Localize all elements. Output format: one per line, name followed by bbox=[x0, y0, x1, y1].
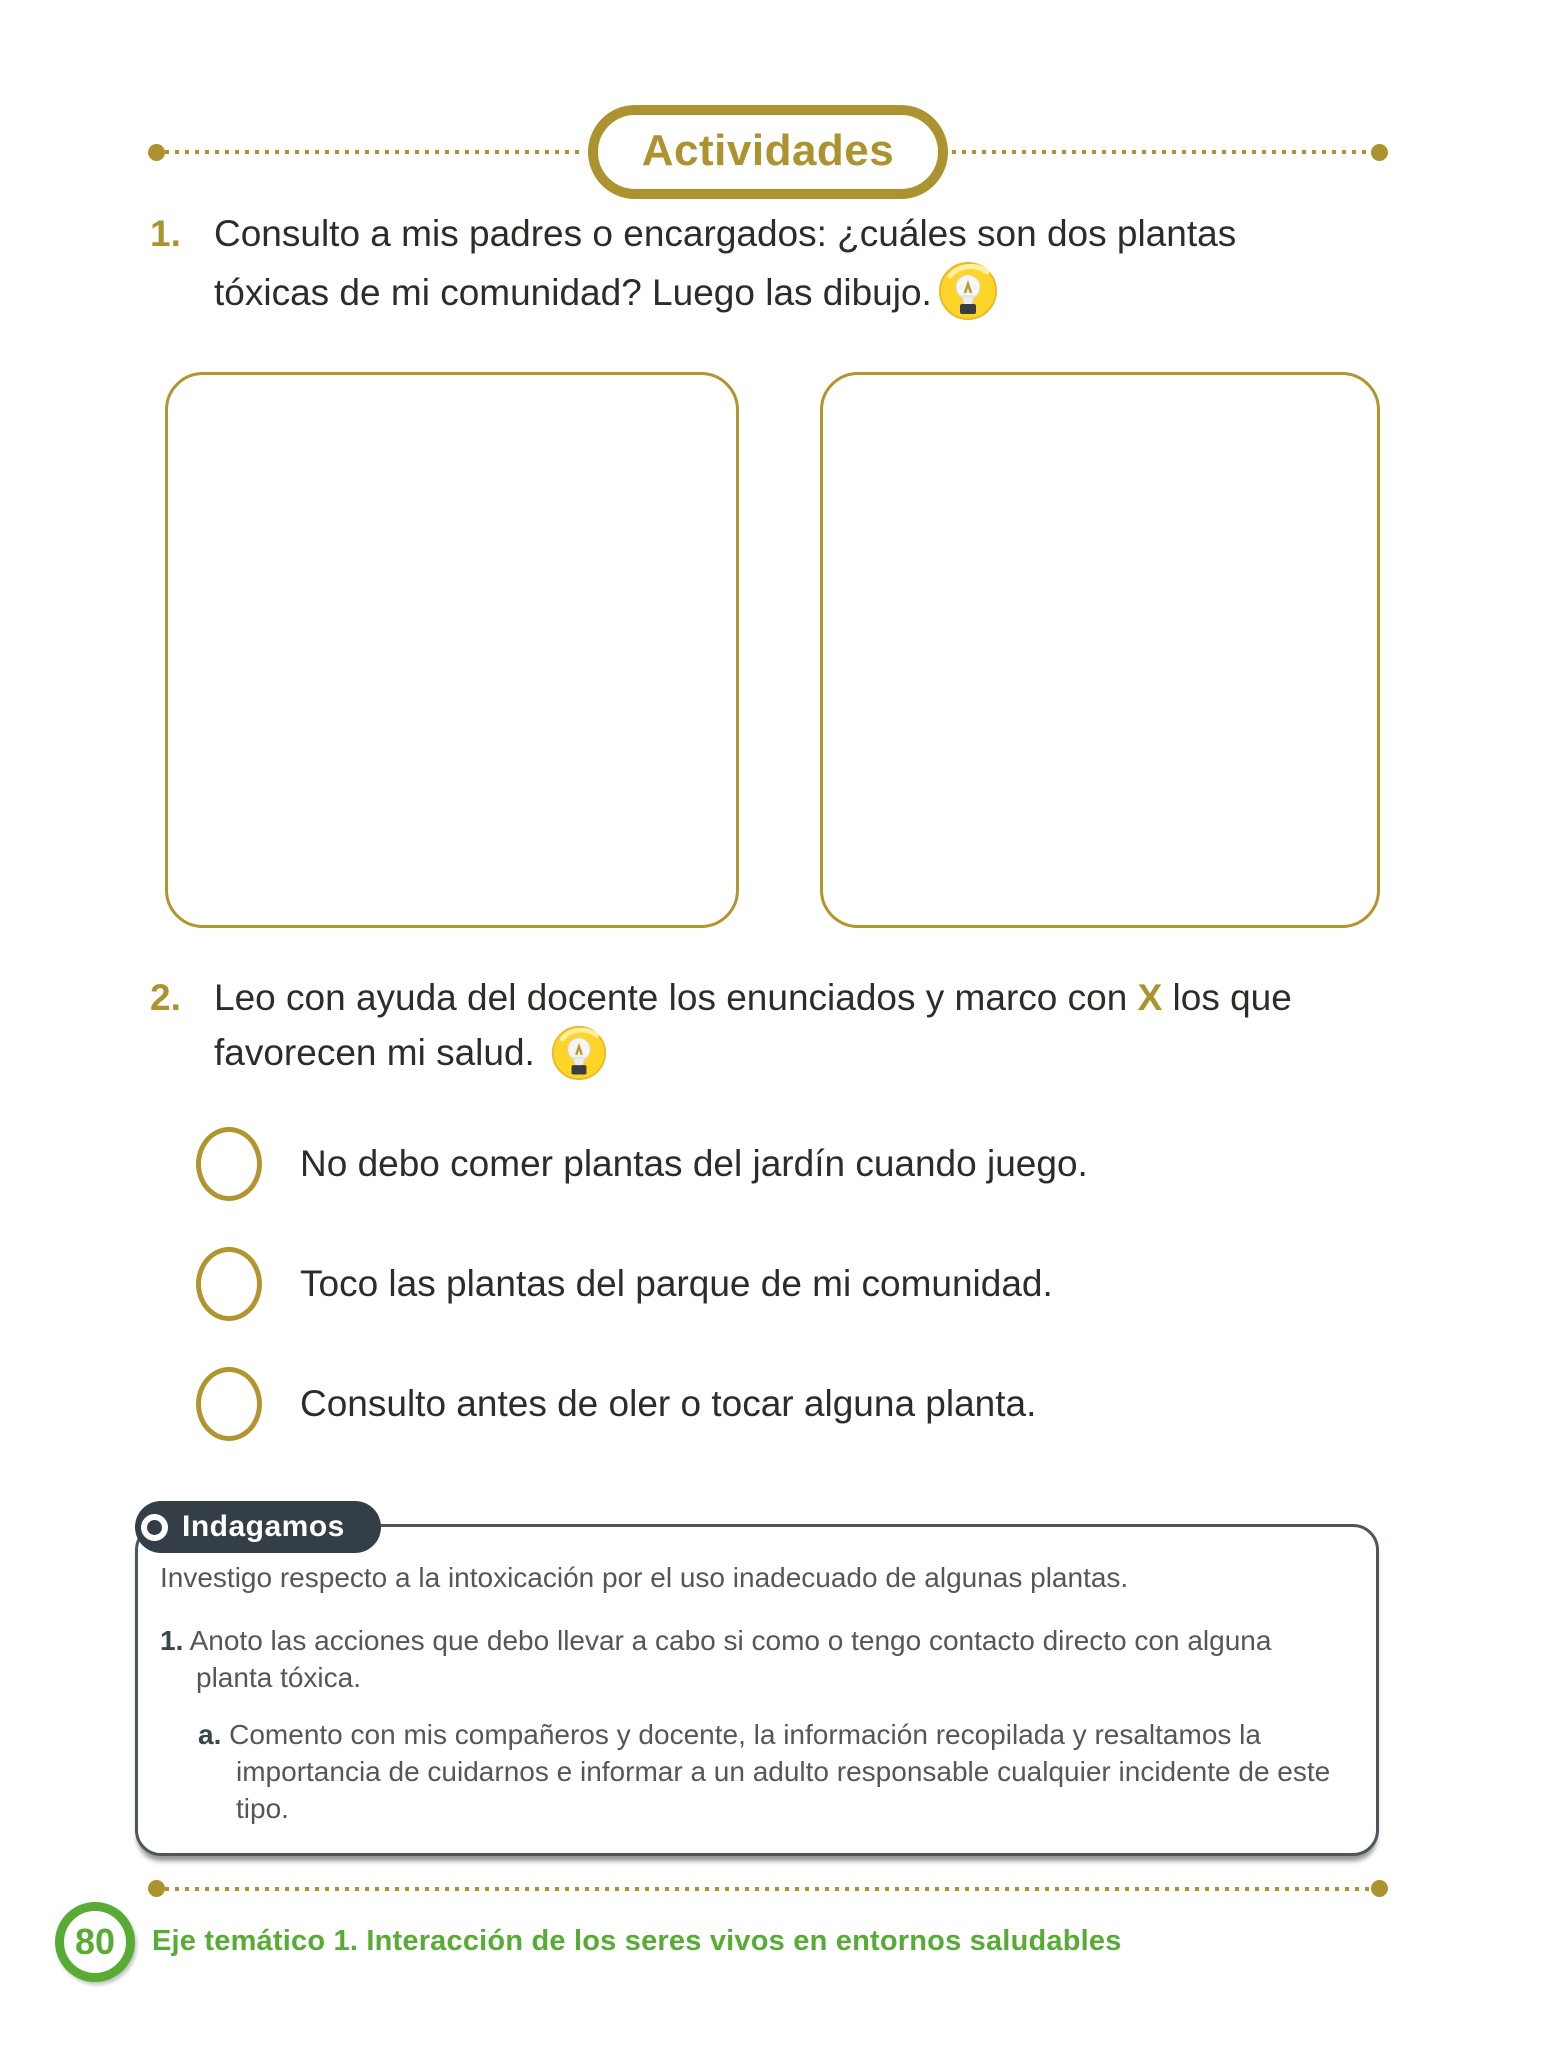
activity-2-line2: favorecen mi salud. bbox=[214, 1032, 535, 1073]
divider-dot-left bbox=[148, 1880, 165, 1897]
activity-2-line1-before: Leo con ayuda del docente los enunciados y marco con bbox=[214, 977, 1138, 1018]
header-divider bbox=[148, 106, 1388, 198]
dotted-line bbox=[952, 150, 1371, 154]
lightbulb-icon bbox=[938, 261, 998, 321]
x-mark: X bbox=[1137, 977, 1163, 1018]
activity-1-text bbox=[214, 206, 1236, 321]
checkbox-circle[interactable] bbox=[196, 1127, 262, 1201]
drawing-box-1[interactable] bbox=[165, 372, 739, 928]
indagamos-step-1 bbox=[160, 1622, 1340, 1696]
dotted-line bbox=[165, 150, 584, 154]
lightbulb-icon bbox=[551, 1025, 607, 1081]
divider-dot-left bbox=[148, 144, 165, 161]
footer-caption: Eje temático 1. Interacción de los seres vivos en entornos saludables bbox=[152, 1925, 1122, 1957]
footer-divider bbox=[148, 1880, 1388, 1897]
checklist-row bbox=[196, 1242, 1053, 1326]
indagamos-title: Indagamos bbox=[182, 1510, 345, 1543]
indagamos-panel bbox=[135, 1510, 1379, 1856]
ring-icon bbox=[141, 1514, 168, 1541]
activity-1-line2: tóxicas de mi comunidad? Luego las dibujo. bbox=[214, 272, 932, 313]
dotted-line bbox=[165, 1887, 1371, 1891]
checkbox-circle[interactable] bbox=[196, 1247, 262, 1321]
divider-dot-right bbox=[1371, 1880, 1388, 1897]
activity-item-1 bbox=[150, 206, 1410, 321]
step-1-text: Anoto las acciones que debo llevar a cabo si como o tengo contacto directo con alguna planta tóxica. bbox=[189, 1625, 1272, 1693]
checklist-label: Toco las plantas del parque de mi comunidad. bbox=[300, 1263, 1053, 1304]
activity-item-2 bbox=[150, 970, 1410, 1081]
checklist-label: No debo comer plantas del jardín cuando juego. bbox=[300, 1143, 1088, 1184]
divider-dot-right bbox=[1371, 144, 1388, 161]
checklist-row bbox=[196, 1122, 1088, 1206]
page-number-badge bbox=[55, 1902, 135, 1982]
step-1a-text: Comento con mis compañeros y docente, la información recopilada y resaltamos la importancia de cuidarnos e informar a un adulto responsable cualquier incidente de este tipo. bbox=[229, 1719, 1331, 1824]
indagamos-tab bbox=[135, 1501, 381, 1553]
indagamos-intro: Investigo respecto a la intoxicación por el uso inadecuado de algunas plantas. bbox=[160, 1562, 1129, 1593]
checklist-label: Consulto antes de oler o tocar alguna planta. bbox=[300, 1383, 1037, 1424]
activity-1-number: 1. bbox=[150, 213, 181, 254]
checklist-row bbox=[196, 1362, 1036, 1446]
step-1a-letter: a. bbox=[198, 1719, 222, 1750]
indagamos-step-1a bbox=[198, 1716, 1340, 1827]
page-number: 80 bbox=[74, 1921, 116, 1962]
activity-1-line1: Consulto a mis padres o encargados: ¿cuáles son dos plantas bbox=[214, 213, 1237, 254]
section-title: Actividades bbox=[641, 126, 895, 175]
step-1-number: 1. bbox=[160, 1625, 184, 1656]
checkbox-circle[interactable] bbox=[196, 1367, 262, 1441]
drawing-box-2[interactable] bbox=[820, 372, 1380, 928]
activity-2-line1-after: los que bbox=[1162, 977, 1292, 1018]
activity-2-number: 2. bbox=[150, 977, 181, 1018]
section-title-badge bbox=[588, 105, 948, 199]
activity-2-text bbox=[214, 970, 1292, 1081]
